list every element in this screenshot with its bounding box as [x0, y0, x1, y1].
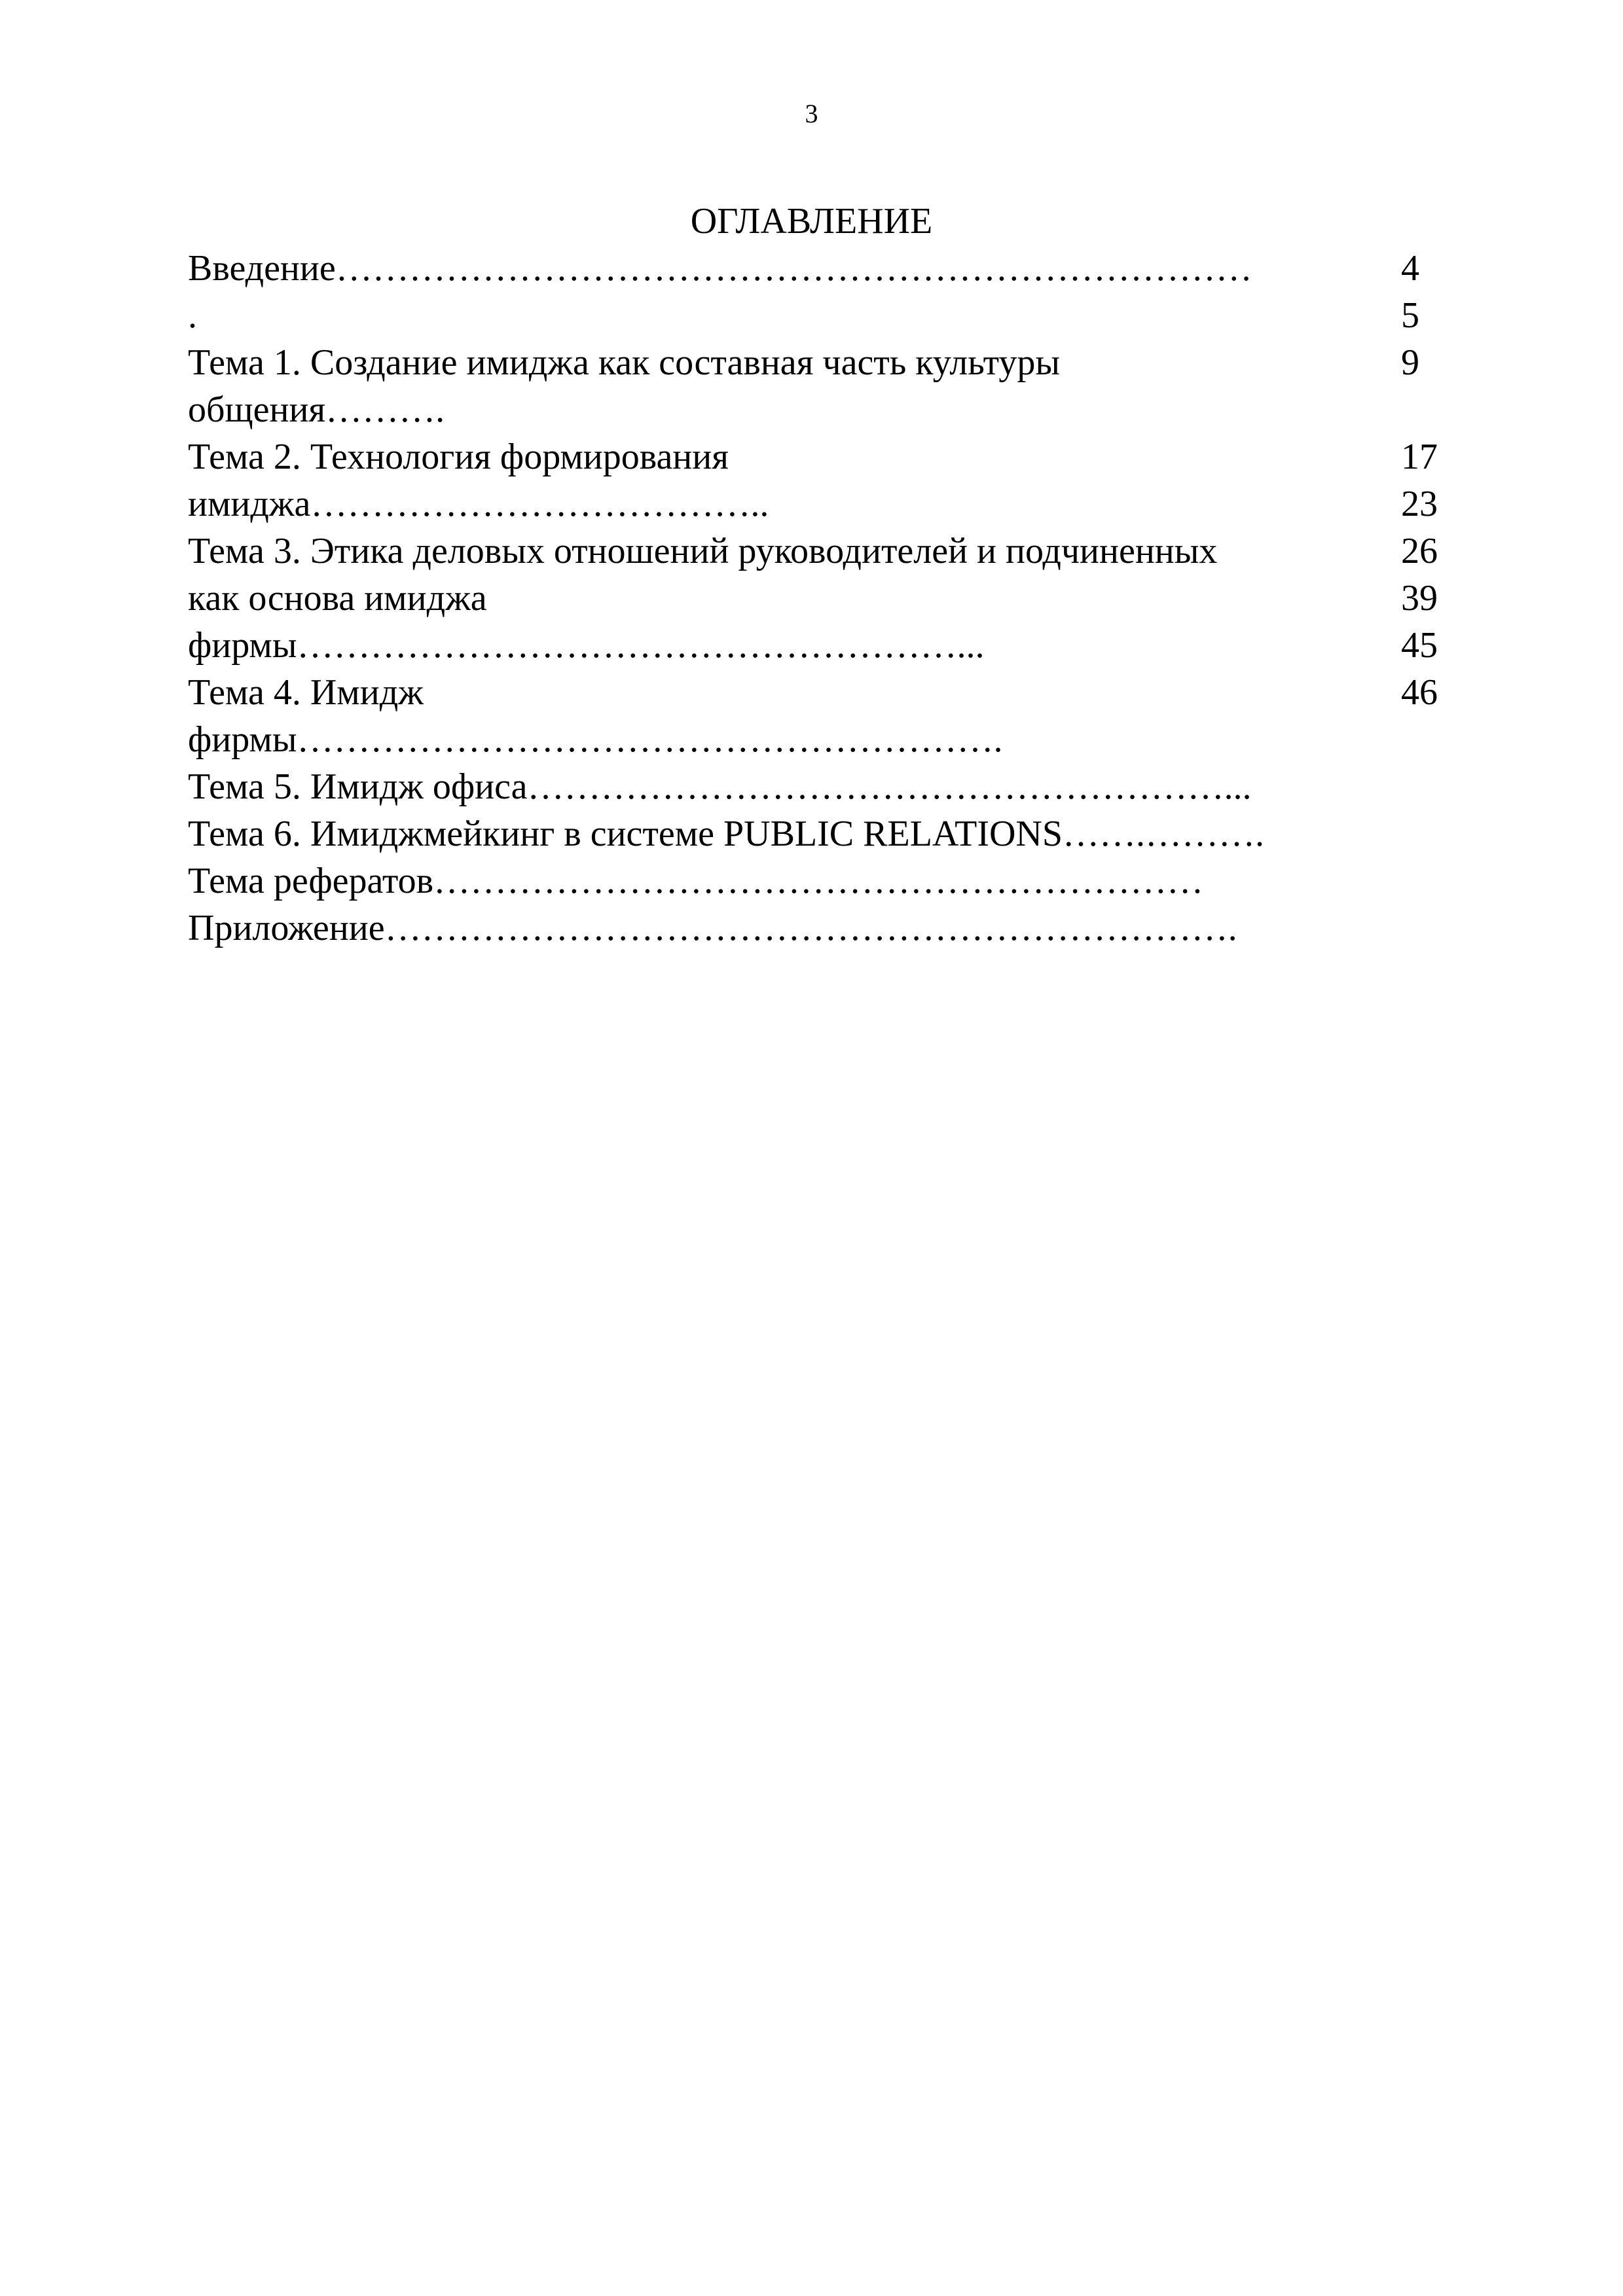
toc-page-number: 39: [1401, 578, 1438, 619]
page-number: 3: [805, 99, 818, 128]
toc-page-number: 9: [1401, 342, 1419, 383]
toc-line: Тема 2. Технология формирования: [188, 437, 729, 477]
toc-line: как основа имиджа: [188, 578, 487, 619]
toc-line: фирмы………………………………………………...: [188, 625, 985, 666]
toc-page-numbers: [1401, 245, 1467, 716]
toc-page-number: 5: [1401, 295, 1419, 336]
toc-page-number: 4: [1401, 248, 1419, 289]
toc-line: общения……….: [188, 389, 445, 430]
toc-line: Введение…………………………………………………………………: [188, 248, 1252, 289]
toc-page-number: 45: [1401, 625, 1438, 666]
toc-page-number: 46: [1401, 672, 1438, 713]
toc-line: фирмы………………………………………………….: [188, 719, 1003, 760]
toc-line: Тема 4. Имидж: [188, 672, 424, 713]
toc-entries: [188, 245, 1445, 952]
toc-title: ОГЛАВЛЕНИЕ: [690, 201, 933, 242]
toc-page-number: 17: [1401, 437, 1438, 477]
toc-line: Тема 5. Имидж офиса…………………………………………………...: [188, 766, 1252, 807]
toc-line: Тема рефератов………………………………………………………: [188, 861, 1204, 901]
toc-line: Тема 3. Этика деловых отношений руководителей и подчиненных: [188, 531, 1218, 571]
toc-page-number: [1401, 386, 1467, 433]
toc-line: Тема 1. Создание имиджа как составная часть культуры: [188, 342, 1060, 383]
toc-line: Приложение…………………………………………………………….: [188, 908, 1237, 948]
toc-line: имиджа………………………………..: [188, 484, 769, 524]
toc-line: .: [188, 295, 197, 336]
toc-page-number: 23: [1401, 484, 1438, 524]
toc-page-number: 26: [1401, 531, 1438, 571]
toc-line: Тема 6. Имиджмейкинг в системе PUBLIC RELATIONS…….……….: [188, 814, 1265, 854]
